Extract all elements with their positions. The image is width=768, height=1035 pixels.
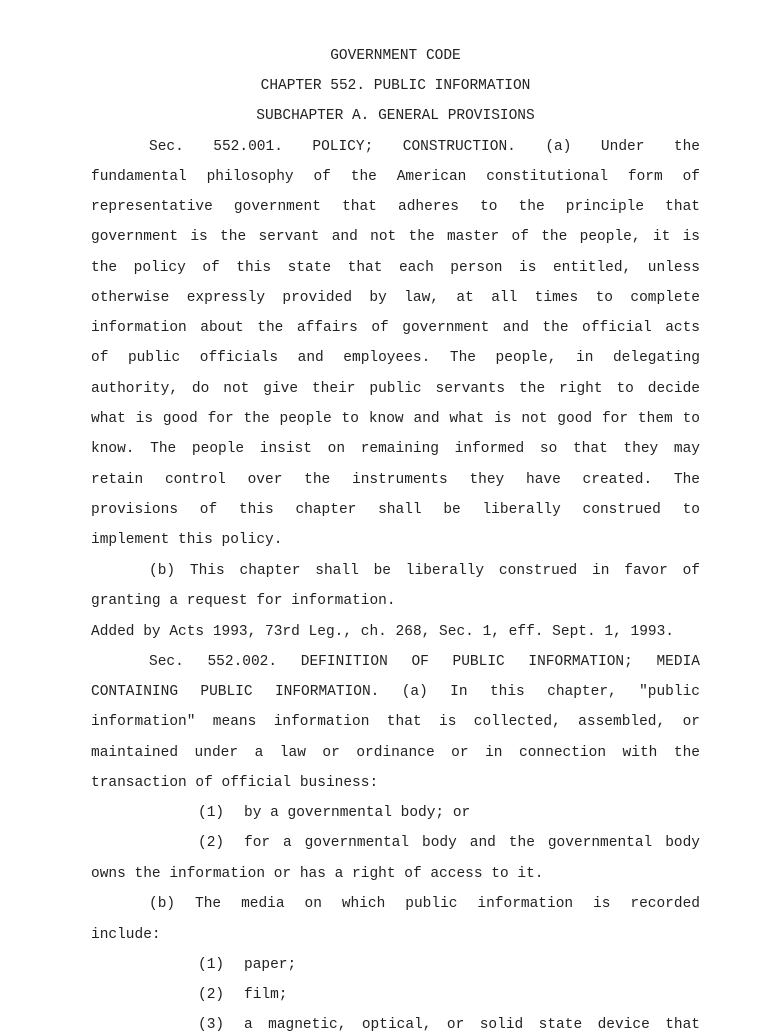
sec-001-line: government is the servant and not the master of the people, it is xyxy=(91,229,700,245)
sec-001-line: know. The people insist on remaining informed so that they may xyxy=(91,441,700,457)
media-item-text: paper; xyxy=(244,957,297,973)
code-title: GOVERNMENT CODE xyxy=(330,48,461,64)
sec-001-line: of public officials and employees. The people, in delegating xyxy=(91,350,700,366)
sec-001-line: what is good for the people to know and what is not good for them to xyxy=(91,411,700,427)
sec-001-line: retain control over the instruments they have created. The xyxy=(91,472,700,488)
sec-002-b-line: (b) The media on which public information is recorded xyxy=(149,896,700,912)
sec-002-line: transaction of official business: xyxy=(91,775,379,791)
sec-001-line: information about the affairs of government and the official acts xyxy=(91,320,700,336)
list-item-text: by a governmental body; or xyxy=(244,805,471,821)
sec-001-b-line: granting a request for information. xyxy=(91,593,396,609)
media-item-number: (1) xyxy=(198,957,225,973)
media-item-number: (3) xyxy=(198,1017,225,1033)
sec-001-line: Sec. 552.001. POLICY; CONSTRUCTION. (a) Under the xyxy=(149,139,700,155)
list-item-number: (1) xyxy=(198,805,225,821)
subchapter-title: SUBCHAPTER A. GENERAL PROVISIONS xyxy=(256,108,535,124)
list-item xyxy=(198,833,700,853)
media-item xyxy=(198,1015,700,1035)
list-item-text: for a governmental body and the governmental body xyxy=(244,835,700,851)
list-item xyxy=(198,803,700,823)
media-item-text: a magnetic, optical, or solid state device that xyxy=(244,1017,700,1033)
media-item-number: (2) xyxy=(198,987,225,1003)
sec-001-b-line: (b) This chapter shall be liberally construed in favor of xyxy=(149,563,700,579)
sec-002-line: CONTAINING PUBLIC INFORMATION. (a) In this chapter, "public xyxy=(91,684,700,700)
sec-002-line: information" means information that is collected, assembled, or xyxy=(91,714,700,730)
sec-002-line: Sec. 552.002. DEFINITION OF PUBLIC INFORMATION; MEDIA xyxy=(149,654,700,670)
media-item xyxy=(198,955,700,975)
media-item xyxy=(198,985,700,1005)
sec-002-line: maintained under a law or ordinance or in connection with the xyxy=(91,745,700,761)
history-note: Added by Acts 1993, 73rd Leg., ch. 268, Sec. 1, eff. Sept. 1, 1993. xyxy=(91,624,674,640)
media-item-text: film; xyxy=(244,987,288,1003)
sec-001-line: otherwise expressly provided by law, at all times to complete xyxy=(91,290,700,306)
sec-001-line: fundamental philosophy of the American constitutional form of xyxy=(91,169,700,185)
sec-001-line: the policy of this state that each person is entitled, unless xyxy=(91,260,700,276)
list-item-number: (2) xyxy=(198,835,225,851)
chapter-title: CHAPTER 552. PUBLIC INFORMATION xyxy=(260,78,531,94)
sec-001-line: representative government that adheres to the principle that xyxy=(91,199,700,215)
list-item-continuation: owns the information or has a right of access to it. xyxy=(91,866,544,882)
sec-001-line: authority, do not give their public servants the right to decide xyxy=(91,381,700,397)
sec-001-line: provisions of this chapter shall be liberally construed to xyxy=(91,502,700,518)
sec-001-line: implement this policy. xyxy=(91,532,283,548)
sec-002-b-line: include: xyxy=(91,927,161,943)
